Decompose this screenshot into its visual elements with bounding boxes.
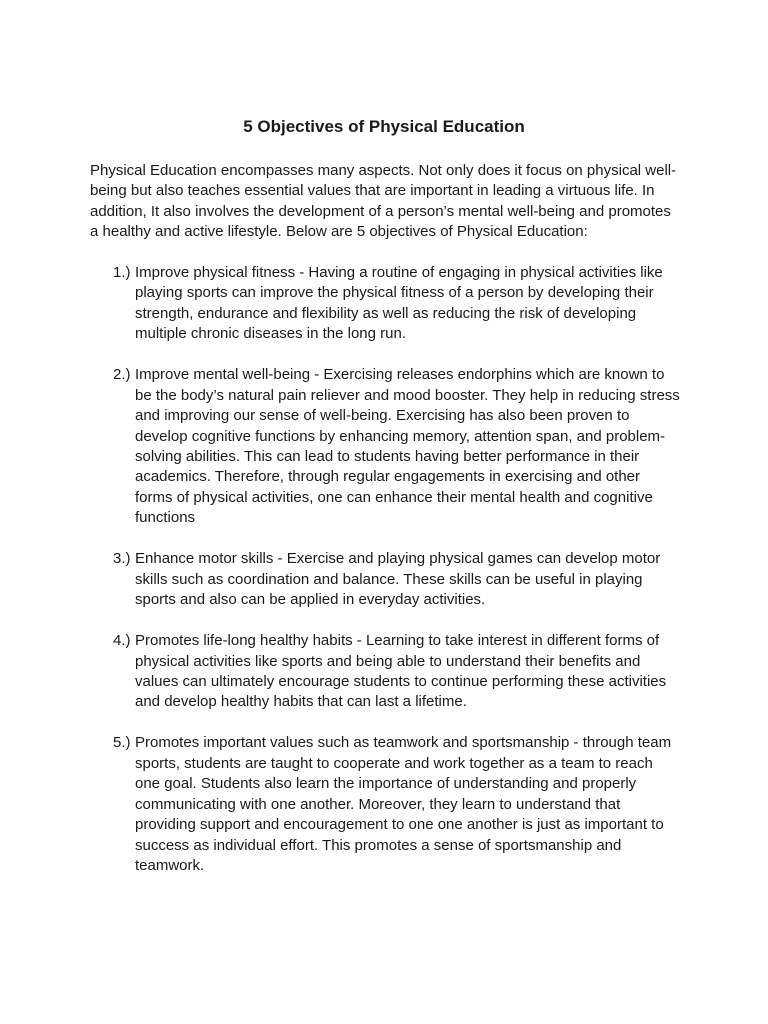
objective-text: Promotes life-long healthy habits - Learning to take interest in different forms of physical activities like sports and being able to understand their benefits and values can ultimately encourage students to continue performing these activities and develop healthy habits that can last a lifetime.	[135, 632, 667, 711]
document-title: 5 Objectives of Physical Education	[243, 117, 525, 136]
objective-text: Enhance motor skills - Exercise and playing physical games can develop motor skills such as coordination and balance. These skills can be useful in playing sports and also can be applied in everyday activities.	[135, 550, 661, 609]
objective-item-5	[0, 733, 681, 876]
objective-number: 5.)	[113, 734, 131, 752]
objective-number: 1.)	[113, 264, 131, 281]
objective-number: 2.)	[113, 366, 131, 384]
objective-text: Improve mental well-being - Exercising releases endorphins which are known to be the body’s natural pain reliever and mood booster. They help in reducing stress and improving our sense of well-being. Exercising has also been proven to develop cognitive functions by enhancing memory, attention span, and problem-solving abilities. This can lead to students having better performance in their academics. Therefore, through regular engagements in exercising and other forms of physical activities, one can enhance their mental health and cognitive functions	[135, 366, 680, 527]
objective-text: Improve physical fitness - Having a routine of engaging in physical activities like playing sports can improve the physical fitness of a person by developing their strength, endurance and flexibility as well as reducing the risk of developing multiple chronic diseases in the long run.	[135, 264, 663, 343]
objective-number: 3.)	[113, 550, 131, 568]
objective-item-4	[0, 631, 681, 713]
objective-item-1	[0, 263, 681, 345]
objective-item-3	[0, 549, 681, 610]
objective-text: Promotes important values such as teamwork and sportsmanship - through team sports, students are taught to cooperate and work together as a team to reach one goal. Students also learn the importance of understanding and properly communicating with one another. Moreover, they learn to understand that providing support and encouragement to one one another is just as important to success as individual effort. This promotes a sense of sportsmanship and teamwork.	[135, 734, 672, 874]
objectives-list	[0, 263, 768, 897]
intro-paragraph: Physical Education encompasses many aspects. Not only does it focus on physical well-being but also teaches essential values that are important in leading a virtuous life. In addition, It also involves the development of a person’s mental well-being and promotes a healthy and active lifestyle. Below are 5 objectives of Physical Education:	[90, 162, 677, 241]
objective-item-2	[0, 365, 681, 528]
objective-number: 4.)	[113, 632, 131, 650]
